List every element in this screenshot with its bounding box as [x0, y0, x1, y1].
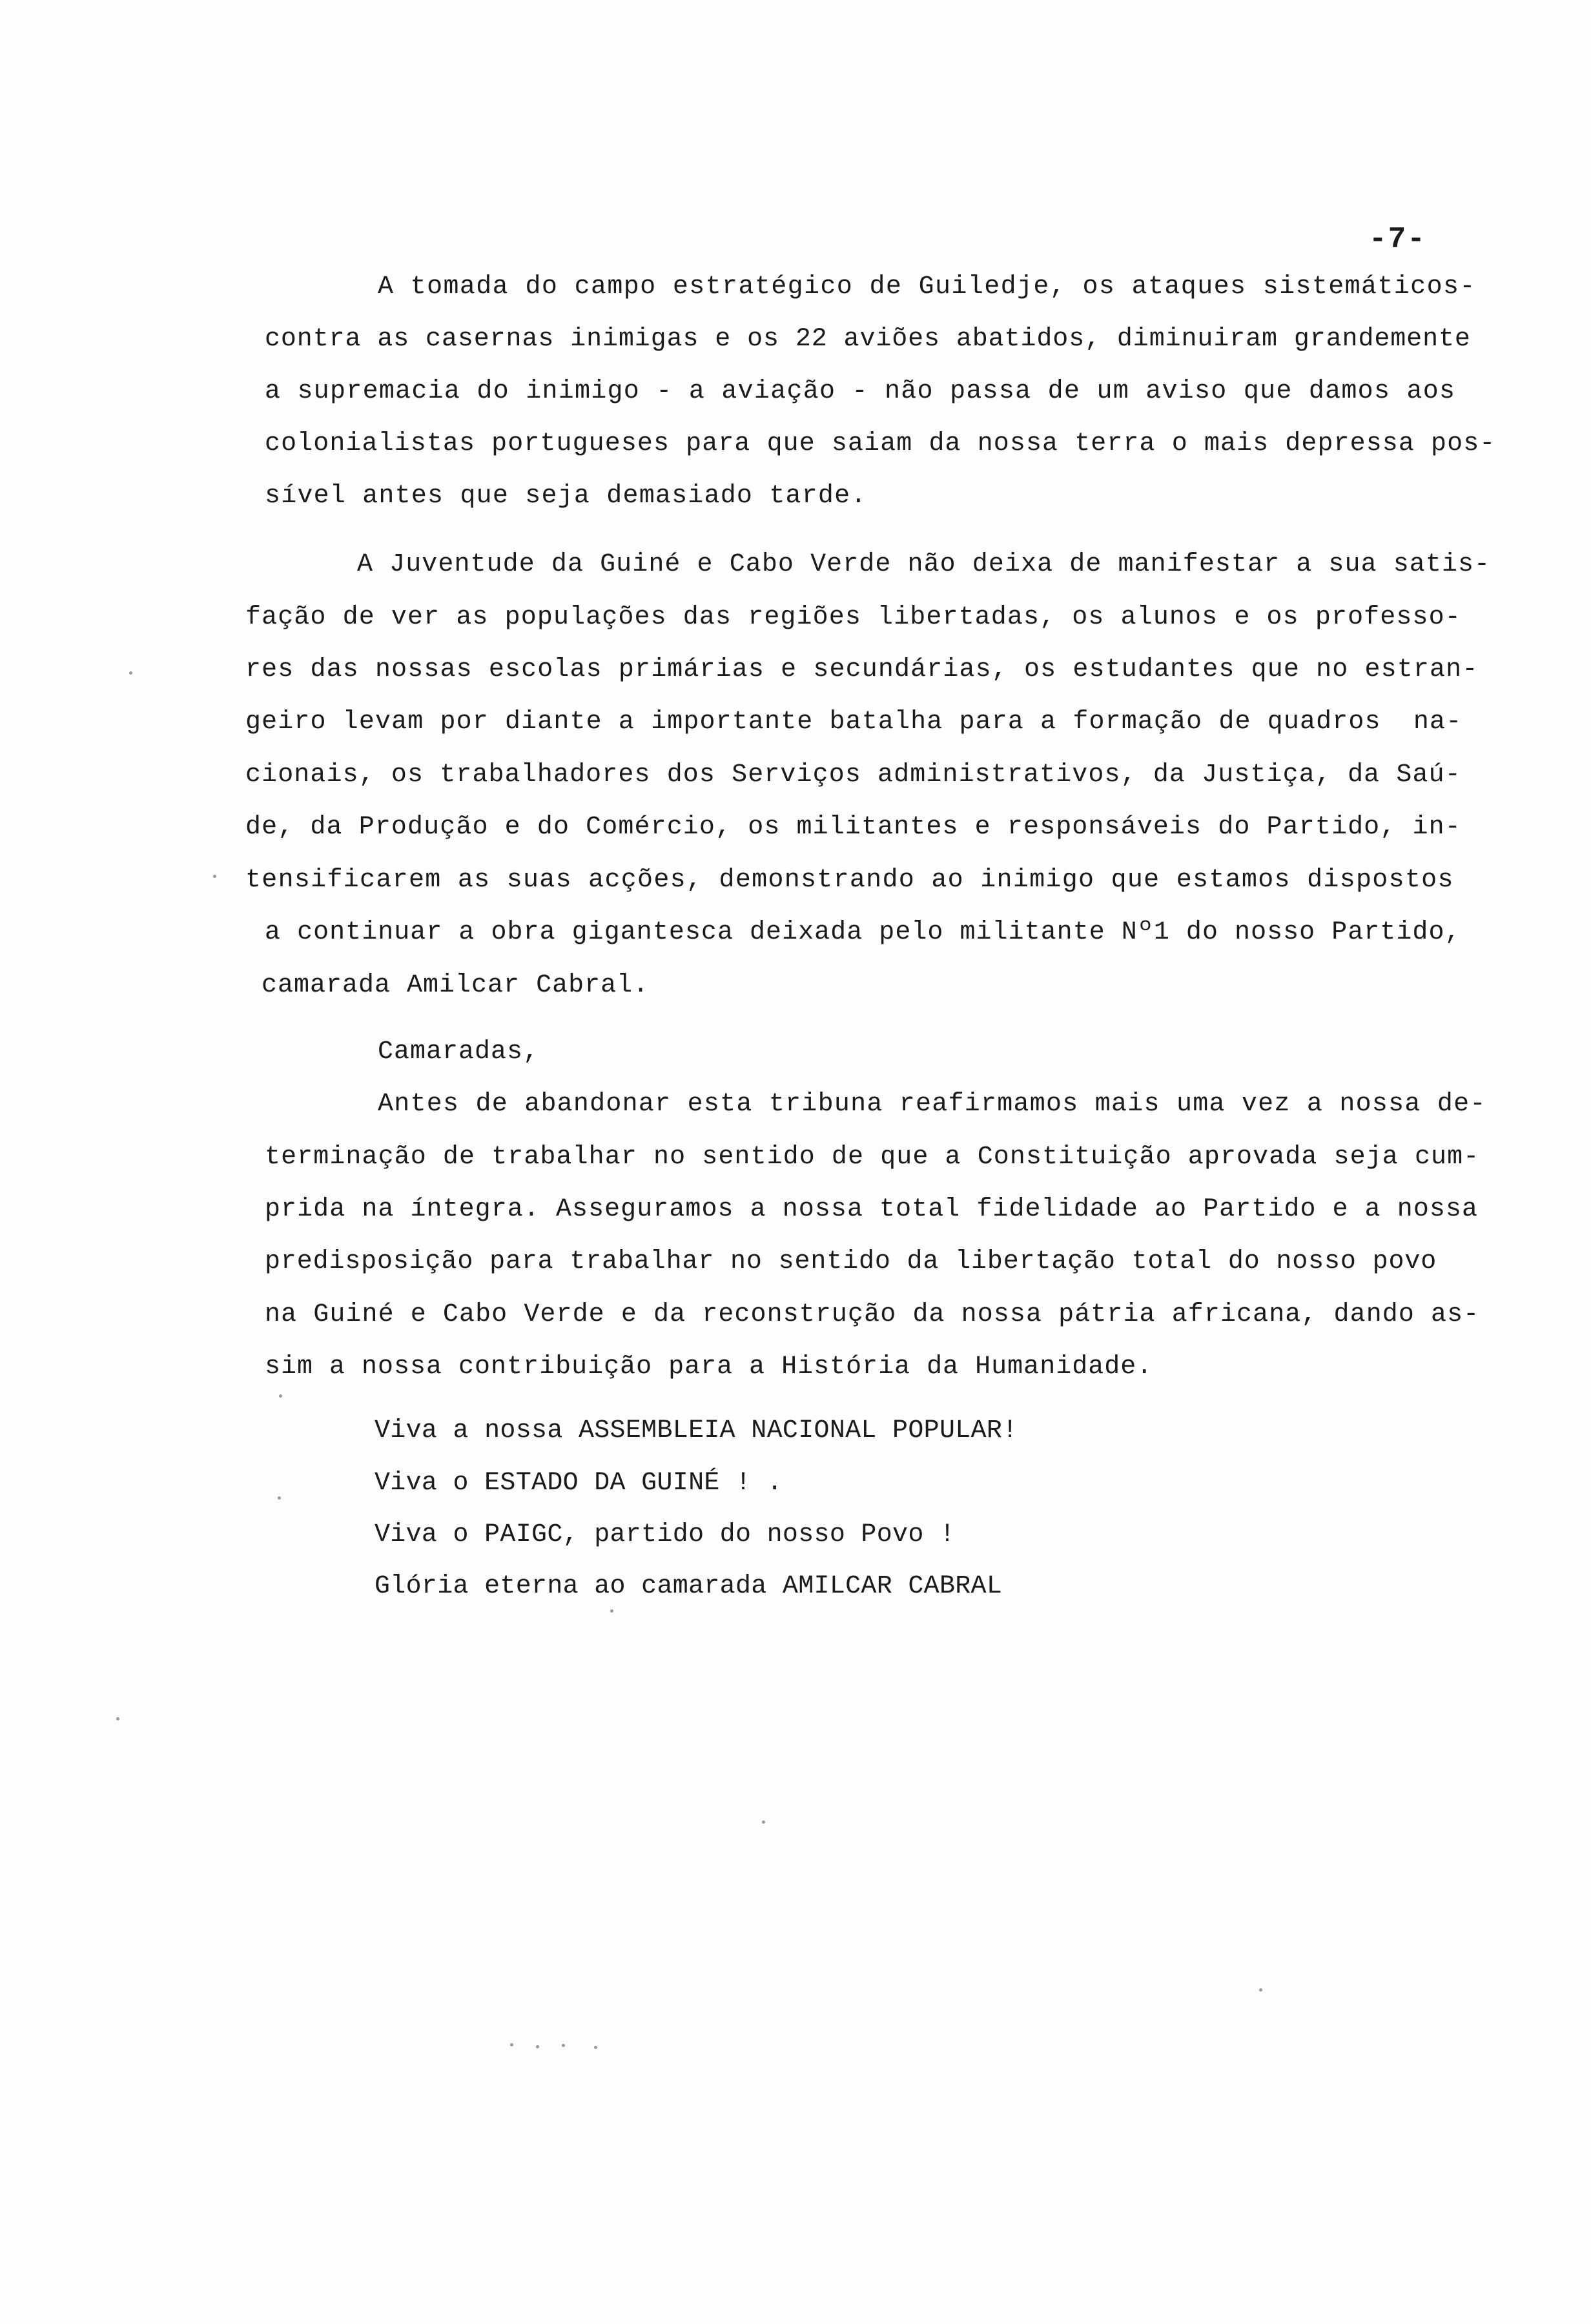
- paragraph-1-line-3: a supremacia do inimigo - a aviação - não passa de um aviso que damos aos: [265, 377, 1456, 406]
- paragraph-4-line-2: terminação de trabalhar no sentido de que a Constituição aprovada seja cum-: [265, 1143, 1480, 1172]
- scan-speck: [278, 1496, 281, 1500]
- paragraph-2-line-1: A Juventude da Guiné e Cabo Verde não deixa de manifestar a sua satis-: [357, 550, 1491, 579]
- salutation: Camaradas,: [378, 1037, 540, 1066]
- page-number: -7-: [1369, 223, 1426, 256]
- paragraph-1-line-1: A tomada do campo estratégico de Guiledje, os ataques sistemáticos-: [378, 272, 1476, 301]
- paragraph-2-line-4: geiro levam por diante a importante batalha para a formação de quadros na-: [245, 708, 1463, 737]
- scan-speck: [279, 1394, 282, 1398]
- paragraph-2-line-3: res das nossas escolas primárias e secundárias, os estudantes que no estran-: [245, 655, 1479, 684]
- scan-speck: [116, 1717, 119, 1720]
- paragraph-2-line-9: camarada Amilcar Cabral.: [262, 971, 650, 1000]
- closing-line-3: Viva o PAIGC, partido do nosso Povo !: [375, 1520, 956, 1549]
- scan-speck: [536, 2045, 539, 2048]
- paragraph-2-line-5: cionais, os trabalhadores dos Serviços administrativos, da Justiça, da Saú-: [245, 760, 1461, 790]
- paragraph-4-line-4: predisposição para trabalhar no sentido da libertação total do nosso povo: [265, 1247, 1437, 1276]
- scan-speck: [1259, 1988, 1262, 1992]
- scan-speck: [610, 1609, 613, 1613]
- paragraph-2-line-6: de, da Produção e do Comércio, os militantes e responsáveis do Partido, in-: [245, 813, 1461, 842]
- scan-speck: [510, 2043, 513, 2046]
- paragraph-2-line-2: fação de ver as populações das regiões libertadas, os alunos e os professo-: [245, 603, 1461, 632]
- paragraph-2-line-8: a continuar a obra gigantesca deixada pelo militante Nº1 do nosso Partido,: [265, 918, 1461, 947]
- closing-line-4: Glória eterna ao camarada AMILCAR CABRAL: [375, 1572, 1003, 1601]
- paragraph-2-line-7: tensificarem as suas acções, demonstrando ao inimigo que estamos dispostos: [245, 866, 1454, 895]
- paragraph-1-line-4: colonialistas portugueses para que saiam da nossa terra o mais depressa pos-: [265, 429, 1496, 458]
- closing-line-1: Viva a nossa ASSEMBLEIA NACIONAL POPULAR!: [375, 1416, 1018, 1445]
- paragraph-4-line-6: sim a nossa contribuição para a História da Humanidade.: [265, 1352, 1153, 1381]
- scan-speck: [762, 1820, 765, 1824]
- scan-speck: [129, 671, 132, 675]
- paragraph-4-line-5: na Guiné e Cabo Verde e da reconstrução da nossa pátria africana, dando as-: [265, 1300, 1480, 1329]
- paragraph-1-line-2: contra as casernas inimigas e os 22 aviões abatidos, diminuiram grandemente: [265, 325, 1471, 354]
- scan-speck: [562, 2044, 565, 2047]
- scan-speck: [213, 875, 216, 878]
- closing-line-2: Viva o ESTADO DA GUINÉ ! .: [375, 1469, 783, 1498]
- paragraph-4-line-1: Antes de abandonar esta tribuna reafirmamos mais uma vez a nossa de-: [378, 1090, 1486, 1119]
- scan-speck: [594, 2046, 597, 2049]
- paragraph-4-line-3: prida na íntegra. Asseguramos a nossa total fidelidade ao Partido e a nossa: [265, 1195, 1479, 1224]
- paragraph-1-line-5: sível antes que seja demasiado tarde.: [265, 482, 867, 511]
